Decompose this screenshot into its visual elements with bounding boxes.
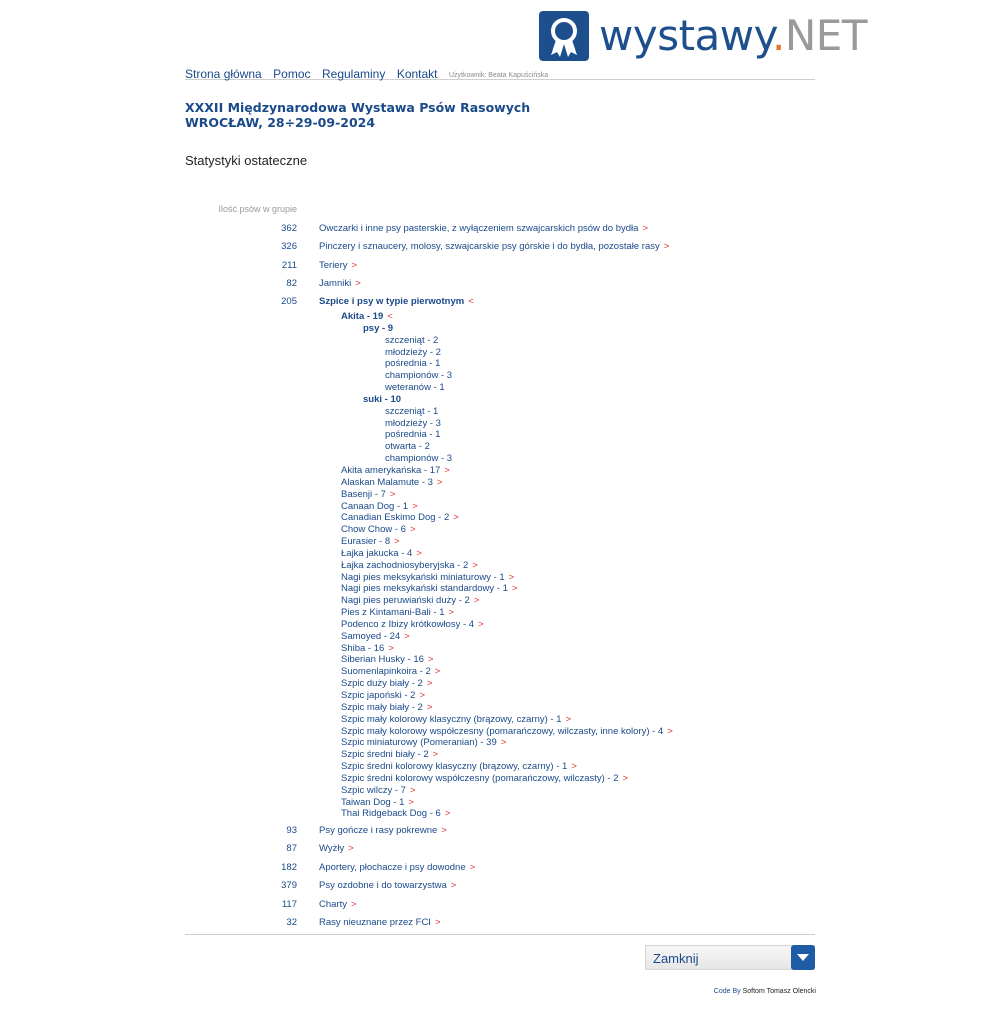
breed-item[interactable] xyxy=(341,536,673,548)
breed-item[interactable] xyxy=(341,808,673,820)
event-title-line1: XXXII Międzynarodowa Wystawa Psów Rasowych xyxy=(185,100,531,115)
nav-home-link[interactable]: Strona główna xyxy=(185,67,262,81)
group-row xyxy=(0,260,1000,274)
expand-arrow-icon[interactable]: > xyxy=(427,654,434,666)
group-row xyxy=(0,880,1000,894)
expand-arrow-icon[interactable]: > xyxy=(426,678,433,690)
group-row xyxy=(0,223,1000,237)
breed-label: Łajka zachodniosyberyjska - 2 xyxy=(341,559,469,571)
breed-item-expanded[interactable]: Akita - 19 < xyxy=(341,311,393,322)
expand-arrow-icon[interactable]: > xyxy=(565,713,572,725)
expand-arrow-icon[interactable]: > xyxy=(350,899,357,910)
breed-label: Szpic mały kolorowy współczesny (pomarańczowy, wilczasty, inne kolory) - 4 xyxy=(341,725,664,737)
expand-arrow-icon[interactable]: > xyxy=(508,571,515,583)
nav-rules-link[interactable]: Regulaminy xyxy=(321,67,386,81)
class-item: weteranów - 1 xyxy=(385,382,445,394)
breed-item[interactable] xyxy=(341,489,673,501)
group-link[interactable]: Pinczery i sznaucery, molosy, szwajcarskie psy górskie i do bydła, pozostałe rasy > xyxy=(319,241,670,252)
breed-label: Nagi pies meksykański standardowy - 1 xyxy=(341,583,508,595)
expand-arrow-icon[interactable]: > xyxy=(473,595,480,607)
expand-arrow-icon[interactable]: > xyxy=(355,278,361,289)
count-column-header: Ilość psów w grupie xyxy=(218,204,297,214)
group-link[interactable]: Szpice i psy w typie pierwotnym < xyxy=(319,296,474,307)
class-item: championów - 3 xyxy=(385,370,453,382)
breed-label: Basenji - 7 xyxy=(341,488,386,500)
expand-arrow-icon[interactable]: > xyxy=(642,223,648,234)
breed-label: Alaskan Malamute - 3 xyxy=(341,476,433,488)
event-title xyxy=(185,100,530,130)
page-subtitle: Statystyki ostateczne xyxy=(185,153,308,168)
expand-arrow-icon[interactable]: > xyxy=(500,737,507,749)
rosette-icon xyxy=(539,11,589,61)
breed-item[interactable] xyxy=(341,501,673,513)
expand-arrow-icon[interactable]: > xyxy=(667,725,673,737)
close-dropdown[interactable] xyxy=(645,945,815,970)
breed-item[interactable] xyxy=(341,477,673,489)
expand-arrow-icon[interactable]: > xyxy=(448,607,455,619)
expand-arrow-icon[interactable]: > xyxy=(511,583,518,595)
nav-help-link[interactable]: Pomoc xyxy=(273,67,311,81)
group-row-expanded xyxy=(0,296,1000,310)
chevron-down-icon[interactable] xyxy=(791,945,815,970)
group-row xyxy=(0,278,1000,292)
breed-item[interactable] xyxy=(341,512,673,524)
breed-item[interactable] xyxy=(341,643,673,655)
divider xyxy=(185,934,815,935)
breed-label: Samoyed - 24 xyxy=(341,630,401,642)
breed-item[interactable] xyxy=(341,607,673,619)
top-navigation xyxy=(185,65,815,80)
class-item: młodzieży - 3 xyxy=(385,417,441,429)
class-item: pośrednia - 1 xyxy=(385,429,441,441)
expand-arrow-icon[interactable]: > xyxy=(409,524,416,536)
expand-arrow-icon[interactable]: > xyxy=(478,618,484,630)
logo-wordmark: wystawy.NET xyxy=(599,11,867,60)
expand-arrow-icon[interactable]: > xyxy=(408,796,414,808)
breed-label: Podenco z Ibizy krótkowłosy - 4 xyxy=(341,618,475,630)
group-link[interactable]: Wyżły > xyxy=(319,843,354,854)
expand-arrow-icon[interactable]: > xyxy=(409,784,416,796)
breed-label: Suomenlapinkoira - 2 xyxy=(341,666,431,678)
group-count: 87 xyxy=(286,843,297,854)
breed-item[interactable] xyxy=(341,524,673,536)
expand-arrow-icon[interactable]: > xyxy=(434,917,441,928)
breed-item[interactable] xyxy=(341,548,673,560)
breed-label: Thai Ridgeback Dog - 6 xyxy=(341,808,441,820)
group-link[interactable]: Aportery, płochacze i psy dowodne > xyxy=(319,862,476,873)
breed-item[interactable] xyxy=(341,690,673,702)
breed-label: Nagi pies meksykański miniaturowy - 1 xyxy=(341,571,505,583)
breed-label: Pies z Kintamani-Bali - 1 xyxy=(341,607,445,619)
breed-item[interactable] xyxy=(341,619,673,631)
breed-label: Szpic średni biały - 2 xyxy=(341,749,429,761)
expand-arrow-icon[interactable]: > xyxy=(388,642,394,654)
breed-label: Chow Chow - 6 xyxy=(341,524,406,536)
breed-item[interactable] xyxy=(341,631,673,643)
expand-arrow-icon[interactable]: > xyxy=(441,825,447,836)
breed-item[interactable] xyxy=(341,465,673,477)
breed-item[interactable] xyxy=(341,654,673,666)
breed-label: Szpic średni kolorowy współczesny (pomarańczowy, wilczasty) - 2 xyxy=(341,772,619,784)
breed-label: Łajka jakucka - 4 xyxy=(341,547,413,559)
breed-label: Canadian Eskimo Dog - 2 xyxy=(341,512,450,524)
class-item: otwarta - 2 xyxy=(385,441,430,453)
breed-item[interactable] xyxy=(341,749,673,761)
class-item: szczeniąt - 1 xyxy=(385,405,439,417)
expand-arrow-icon[interactable]: > xyxy=(348,843,354,854)
breed-item[interactable] xyxy=(341,785,673,797)
breed-item[interactable] xyxy=(341,714,673,726)
expand-arrow-icon[interactable]: > xyxy=(444,808,451,820)
breed-item[interactable] xyxy=(341,678,673,690)
class-item: szczeniąt - 2 xyxy=(385,334,439,346)
breed-label: Canaan Dog - 1 xyxy=(341,500,409,512)
expand-arrow-icon[interactable]: > xyxy=(404,630,410,642)
group-row xyxy=(0,899,1000,913)
breed-list xyxy=(341,465,673,820)
expand-arrow-icon[interactable]: > xyxy=(419,690,426,701)
breed-label: Szpic mały kolorowy klasyczny (brązowy, czarny) - 1 xyxy=(341,713,562,725)
expand-arrow-icon[interactable]: > xyxy=(453,512,459,524)
group-count: 82 xyxy=(286,278,297,289)
breed-item[interactable] xyxy=(341,560,673,572)
group-count: 32 xyxy=(286,917,297,928)
expand-arrow-icon[interactable]: > xyxy=(469,862,476,873)
expand-arrow-icon[interactable]: > xyxy=(351,260,358,271)
class-item: młodzieży - 2 xyxy=(385,346,441,358)
collapse-arrow-icon[interactable]: < xyxy=(468,296,474,307)
breed-label: Taiwan Dog - 1 xyxy=(341,796,405,808)
breed-label: Szpic japoński - 2 xyxy=(341,690,416,701)
breed-label: Shiba - 16 xyxy=(341,642,385,654)
group-count: 211 xyxy=(281,260,297,271)
group-count: 205 xyxy=(281,296,297,307)
group-row xyxy=(0,843,1000,857)
breed-label: Szpic miniaturowy (Pomeranian) - 39 xyxy=(341,737,497,749)
expand-arrow-icon[interactable]: > xyxy=(426,701,433,713)
expand-arrow-icon[interactable]: > xyxy=(450,880,457,891)
class-item: pośrednia - 1 xyxy=(385,358,441,370)
expand-arrow-icon[interactable]: > xyxy=(444,464,450,476)
group-link[interactable]: Teriery > xyxy=(319,260,358,271)
group-link[interactable]: Psy gończe i rasy pokrewne > xyxy=(319,825,447,836)
group-count: 93 xyxy=(286,825,297,836)
breed-item[interactable] xyxy=(341,737,673,749)
breed-label: Szpic wilczy - 7 xyxy=(341,784,406,796)
expand-arrow-icon[interactable]: > xyxy=(472,559,478,571)
class-item: championów - 3 xyxy=(385,453,453,465)
breed-item[interactable] xyxy=(341,761,673,773)
close-dropdown-label: Zamknij xyxy=(653,951,699,966)
event-title-line2: WROCŁAW, 28÷29-09-2024 xyxy=(185,115,376,130)
group-row xyxy=(0,862,1000,876)
group-count: 182 xyxy=(281,862,297,873)
credit-by-label: Code By xyxy=(713,988,741,995)
current-user-label: Użytkownik: Beata Kapuścińska xyxy=(448,72,549,79)
expand-arrow-icon[interactable]: > xyxy=(416,547,422,559)
breed-label: Szpic mały biały - 2 xyxy=(341,701,423,713)
expand-arrow-icon[interactable]: > xyxy=(432,749,439,761)
group-row xyxy=(0,241,1000,255)
group-link[interactable]: Jamniki > xyxy=(319,278,361,289)
expand-arrow-icon[interactable]: > xyxy=(436,476,443,488)
breed-label: Szpic średni kolorowy klasyczny (brązowy, czarny) - 1 xyxy=(341,761,568,773)
breed-label: Akita amerykańska - 17 xyxy=(341,464,441,476)
group-link[interactable]: Owczarki i inne psy pasterskie, z wyłączeniem szwajcarskich psów do bydła > xyxy=(319,223,648,234)
collapse-arrow-icon[interactable]: < xyxy=(387,311,393,322)
breed-label: Nagi pies peruwiański duży - 2 xyxy=(341,595,470,607)
breed-label: Szpic duży biały - 2 xyxy=(341,678,423,690)
expand-arrow-icon[interactable]: > xyxy=(412,500,418,512)
group-count: 379 xyxy=(281,880,297,891)
group-count: 326 xyxy=(281,241,297,252)
expanded-group-details xyxy=(341,311,673,820)
expand-arrow-icon[interactable]: > xyxy=(434,666,441,678)
group-link[interactable]: Charty > xyxy=(319,899,357,910)
breed-item[interactable] xyxy=(341,797,673,809)
nav-contact-link[interactable]: Kontakt xyxy=(396,67,438,81)
credit-author[interactable]: Softom Tomasz Olencki xyxy=(742,988,816,995)
breed-label: Eurasier - 8 xyxy=(341,536,391,548)
breed-label: Siberian Husky - 16 xyxy=(341,654,424,666)
breed-item[interactable] xyxy=(341,773,673,785)
footer-credit xyxy=(707,988,816,995)
expand-arrow-icon[interactable]: > xyxy=(571,761,577,773)
group-row xyxy=(0,917,1000,931)
breed-item[interactable] xyxy=(341,666,673,678)
breed-item[interactable] xyxy=(341,583,673,595)
group-count: 117 xyxy=(281,899,297,910)
sex-females: suki - 10 xyxy=(363,393,402,405)
group-row xyxy=(0,825,1000,839)
expand-arrow-icon[interactable]: > xyxy=(394,536,400,548)
group-link[interactable]: Psy ozdobne i do towarzystwa > xyxy=(319,880,457,891)
group-count: 362 xyxy=(281,223,297,234)
breed-item[interactable] xyxy=(341,572,673,584)
breed-item[interactable] xyxy=(341,595,673,607)
group-link[interactable]: Rasy nieuznane przez FCI > xyxy=(319,917,441,928)
expand-arrow-icon[interactable]: > xyxy=(663,241,670,252)
expand-arrow-icon[interactable]: > xyxy=(389,488,396,500)
sex-males: psy - 9 xyxy=(363,322,394,334)
expand-arrow-icon[interactable]: > xyxy=(622,772,629,784)
breed-item[interactable] xyxy=(341,702,673,714)
breed-item[interactable] xyxy=(341,726,673,738)
site-logo[interactable] xyxy=(539,10,867,62)
